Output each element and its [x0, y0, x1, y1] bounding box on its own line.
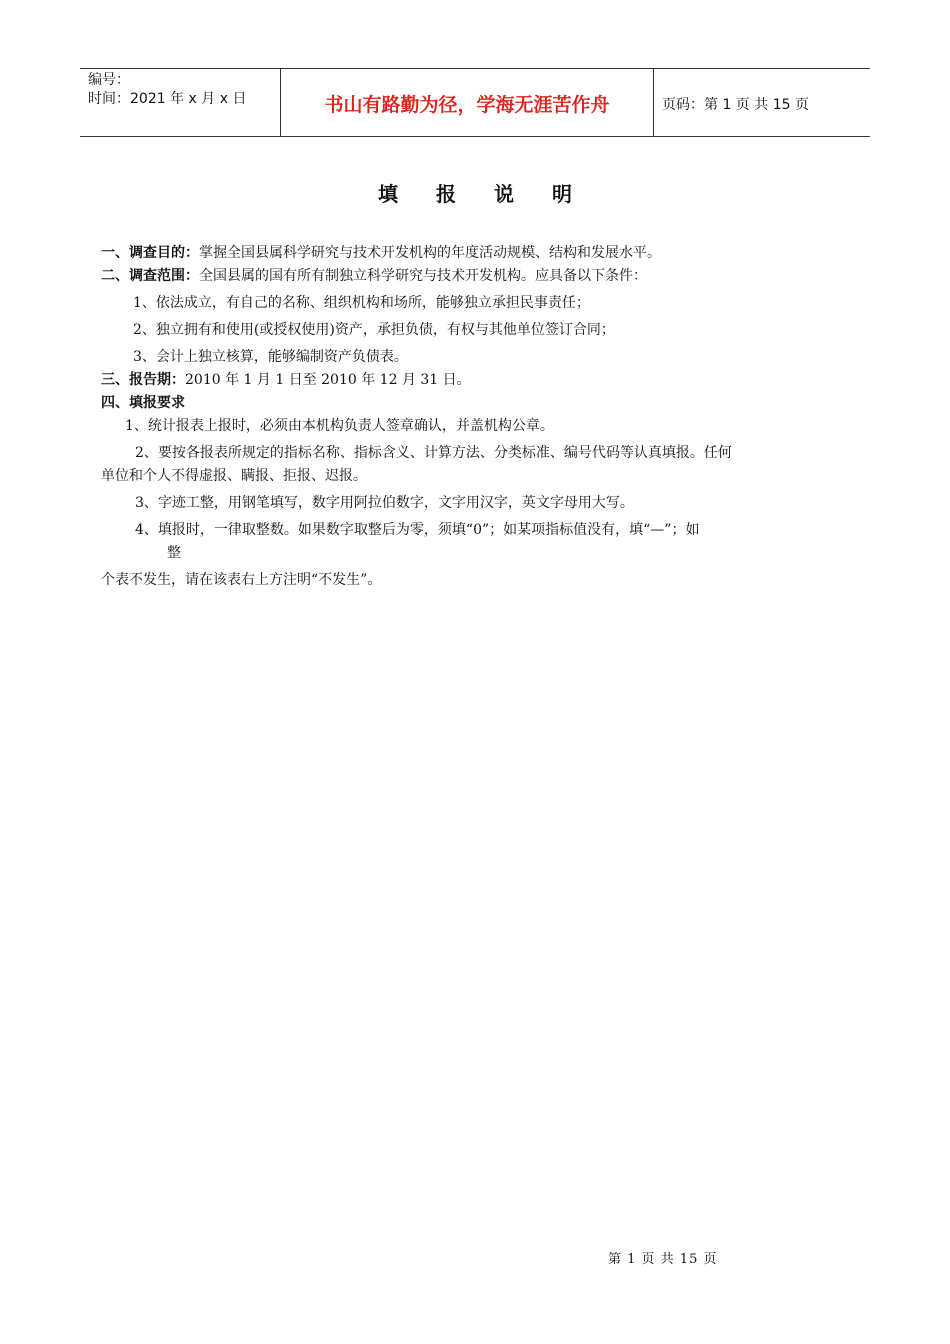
header-page-info: 页码：第 1 页 共 15 页 [662, 96, 809, 113]
purpose-paragraph [101, 242, 853, 265]
period-paragraph [101, 369, 853, 392]
requirement-item: 3、字迹工整，用钢笔填写，数字用阿拉伯数字，文字用汉字，英文字母用大写。 [135, 495, 634, 511]
scope-item: 3、会计上独立核算，能够编制资产负债表。 [133, 349, 408, 365]
page-header [80, 68, 870, 137]
purpose-label: 一、调查目的： [101, 245, 199, 261]
requirement-item-continued: 整 [167, 545, 181, 561]
document-number-label: 编号： [88, 72, 130, 88]
scope-item: 1、依法成立，有自己的名称、组织机构和场所，能够独立承担民事责任； [133, 295, 590, 311]
requirement-item: 4、填报时，一律取整数。如果数字取整后为零，须填“0”；如某项指标值没有，填“—”；如 [135, 522, 700, 538]
document-time-label: 时间：2021 年 x 月 x 日 [88, 91, 247, 107]
scope-item: 2、独立拥有和使用(或授权使用)资产，承担负债，有权与其他单位签订合同； [133, 322, 615, 338]
scope-label: 二、调查范围： [101, 268, 199, 284]
header-motto: 书山有路勤为径，学海无涯苦作舟 [281, 69, 654, 136]
requirement-item-continued: 个表不发生，请在该表右上方注明“不发生”。 [101, 572, 382, 588]
purpose-text: 掌握全国县属科学研究与技术开发机构的年度活动规模、结构和发展水平。 [199, 245, 661, 261]
scope-paragraph [101, 265, 853, 288]
requirement-item: 1、统计报表上报时，必须由本机构负责人签章确认，并盖机构公章。 [125, 418, 554, 434]
requirement-item: 2、要按各报表所规定的指标名称、指标含义、计算方法、分类标准、编号代码等认真填报。任何 [135, 445, 732, 461]
document-title: 填报说明 [378, 182, 610, 206]
scope-text: 全国县属的国有所有制独立科学研究与技术开发机构。应具备以下条件： [199, 268, 647, 284]
header-meta [80, 69, 281, 136]
page-footer: 第 1 页 共 15 页 [608, 1252, 718, 1267]
requirement-item-continued: 单位和个人不得虚报、瞒报、拒报、迟报。 [101, 468, 367, 484]
document-body [101, 242, 853, 592]
period-text: 2010 年 1 月 1 日至 2010 年 12 月 31 日。 [185, 372, 471, 388]
period-label: 三、报告期： [101, 372, 185, 388]
requirements-heading: 四、填报要求 [101, 395, 185, 411]
